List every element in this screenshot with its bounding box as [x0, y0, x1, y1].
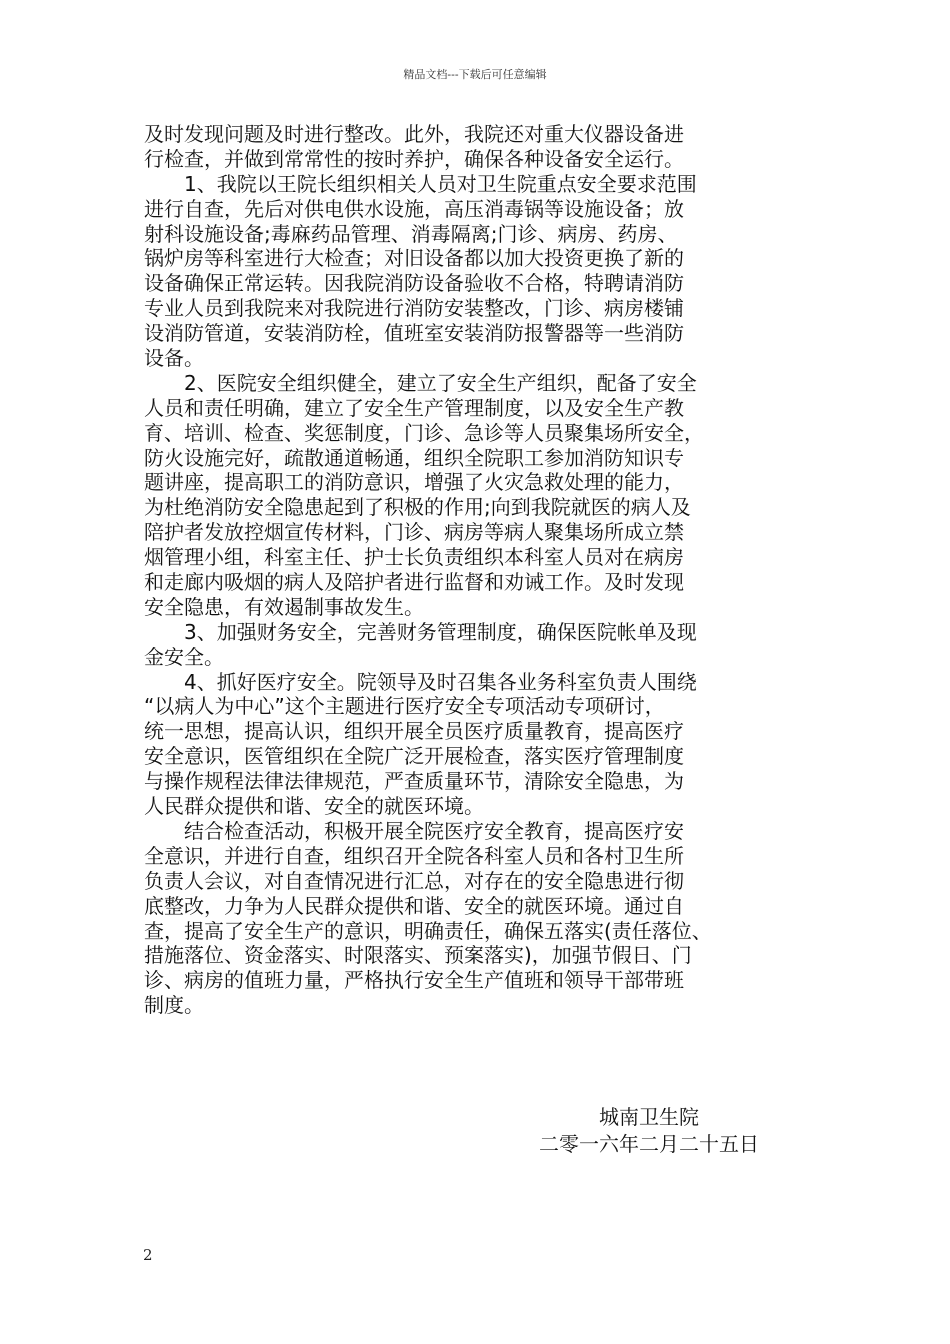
document-body	[144, 122, 824, 1018]
text-line: 诊、病房的值班力量，严格执行安全生产值班和领导干部带班	[144, 968, 684, 993]
text-line: 烟管理小组，科室主任、护士长负责组织本科室人员对在病房	[144, 545, 684, 570]
paragraph-1-start: 1、我院以王院长组织相关人员对卫生院重点安全要求范围	[184, 171, 697, 196]
text-line: 制度。	[144, 993, 204, 1018]
text-line: 查，提高了安全生产的意识，明确责任，确保五落实(责任落位、	[144, 918, 712, 943]
text-line: 专业人员到我院来对我院进行消防安装整改，门诊、病房楼铺	[144, 296, 684, 321]
text-line: 防火设施完好，疏散通道畅通，组织全院职工参加消防知识专	[144, 445, 684, 470]
text-line: 设备确保正常运转。因我院消防设备验收不合格，特聘请消防	[144, 271, 684, 296]
paragraph-4-start: 4、抓好医疗安全。院领导及时召集各业务科室负责人围绕	[184, 669, 697, 694]
text-line: 全意识，并进行自查，组织召开全院各科室人员和各村卫生所	[144, 843, 684, 868]
text-line: 射科设施设备;毒麻药品管理、消毒隔离;门诊、病房、药房、	[144, 221, 678, 246]
text-line: 底整改，力争为人民群众提供和谐、安全的就医环境。通过自	[144, 893, 684, 918]
paragraph-2-start: 2、医院安全组织健全，建立了安全生产组织，配备了安全	[184, 370, 697, 395]
text-line: 锅炉房等科室进行大检查；对旧设备都以加大投资更换了新的	[144, 246, 684, 271]
text-line: 陪护者发放控烟宣传材料，门诊、病房等病人聚集场所成立禁	[144, 520, 684, 545]
text-line: 育、培训、检查、奖惩制度，门诊、急诊等人员聚集场所安全，	[144, 420, 704, 445]
paragraph-5-start: 结合检查活动，积极开展全院医疗安全教育，提高医疗安	[184, 818, 684, 843]
text-line: 人员和责任明确，建立了安全生产管理制度，以及安全生产教	[144, 395, 684, 420]
paragraph-3-start: 3、加强财务安全，完善财务管理制度，确保医院帐单及现	[184, 619, 697, 644]
text-line: 安全意识，医管组织在全院广泛开展检查，落实医疗管理制度	[144, 744, 684, 769]
text-line: 进行自查，先后对供电供水设施，高压消毒锅等设施设备；放	[144, 196, 684, 221]
text-line: 人民群众提供和谐、安全的就医环境。	[144, 794, 484, 819]
text-line: 设消防管道，安装消防栓，值班室安装消防报警器等一些消防	[144, 321, 684, 346]
text-line: 统一思想，提高认识，组织开展全员医疗质量教育，提高医疗	[144, 719, 684, 744]
text-line: 和走廊内吸烟的病人及陪护者进行监督和劝诫工作。及时发现	[144, 570, 684, 595]
text-line: 设备。	[144, 346, 204, 371]
document-date: 二零一六年二月二十五日	[539, 1132, 759, 1156]
text-line: 题讲座，提高职工的消防意识，增强了火灾急救处理的能力，	[144, 470, 684, 495]
text-line: 行检查，并做到常常性的按时养护，确保各种设备安全运行。	[144, 146, 684, 171]
text-line: 措施落位、资金落实、时限落实、预案落实)，加强节假日、门	[144, 943, 692, 968]
text-line: 金安全。	[144, 644, 224, 669]
text-line: 安全隐患，有效遏制事故发生。	[144, 594, 424, 619]
text-line: 及时发现问题及时进行整改。此外，我院还对重大仪器设备进	[144, 122, 684, 146]
organization-name: 城南卫生院	[599, 1105, 699, 1129]
text-line: 负责人会议，对自查情况进行汇总，对存在的安全隐患进行彻	[144, 868, 684, 893]
page-header: 精品文档---下载后可任意编辑	[403, 68, 547, 81]
text-line: “以病人为中心”这个主题进行医疗安全专项活动专项研讨，	[144, 694, 665, 719]
text-line: 与操作规程法律法律规范，严查质量环节，清除安全隐患，为	[144, 769, 684, 794]
text-line: 为杜绝消防安全隐患起到了积极的作用;向到我院就医的病人及	[144, 495, 691, 520]
page-number: 2	[143, 1246, 153, 1264]
